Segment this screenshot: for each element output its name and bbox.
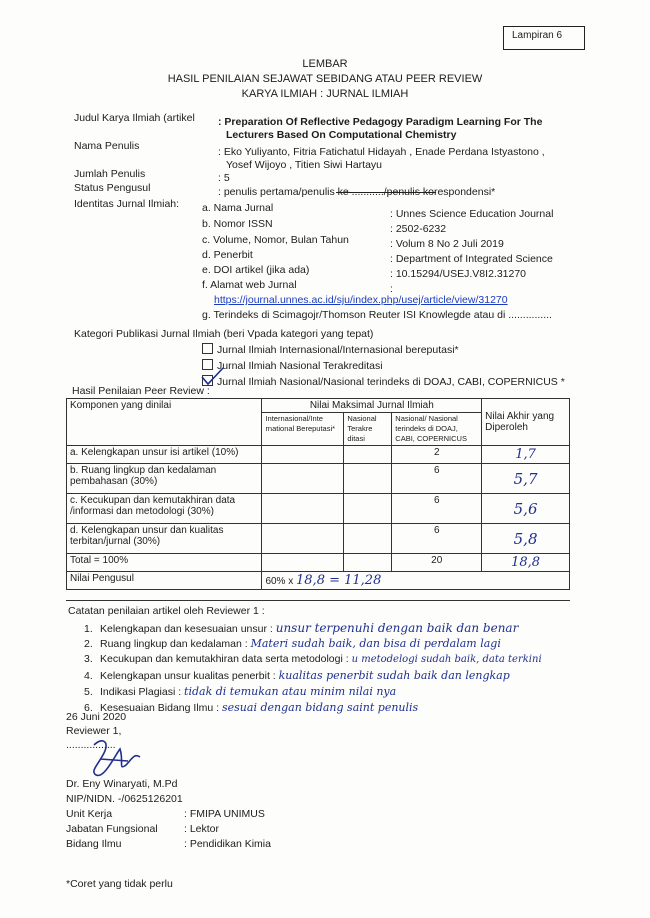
jurnal-item-label-d: d. Penerbit bbox=[202, 249, 253, 261]
kategori-option-1[interactable]: Jurnal Ilmiah Internasional/Internasional bereputasi* bbox=[202, 343, 459, 356]
identitas-label: Identitas Jurnal Ilmiah: bbox=[74, 198, 180, 210]
header-komponen: Komponen yang dinilai bbox=[67, 399, 262, 446]
penulis-value-1: : Eko Yuliyanto, Fitria Fatichatul Hidayah , Enade Perdana Istyastono , bbox=[218, 146, 545, 158]
terindeks-line: g. Terindeks di Scimagojr/Thomson Reuter ISI Knowlegde atau di ............... bbox=[202, 309, 552, 321]
jabatan-value: : Lektor bbox=[184, 823, 220, 835]
subheader-terindeks: Nasional/ Nasional terindeks di DOAJ, CABI, COPERNICUS bbox=[392, 413, 482, 446]
jurnal-item-value-a: : Unnes Science Education Journal bbox=[390, 208, 554, 220]
jurnal-item-label-a: a. Nama Jurnal bbox=[202, 202, 274, 214]
table-row: a. Kelengkapan unsur isi artikel (10%) 2 1,7 bbox=[67, 446, 570, 464]
table-row: c. Kecukupan dan kemutakhiran data /informasi dan metodologi (30%) 6 5,6 bbox=[67, 494, 570, 524]
judul-value-2: Lecturers Based On Computational Chemistry bbox=[226, 129, 457, 141]
jurnal-item-value-c: : Volum 8 No 2 Juli 2019 bbox=[390, 238, 504, 250]
subheader-internasional: Internasional/Inte rnational Bereputasi* bbox=[262, 413, 344, 446]
lampiran-label: Lampiran 6 bbox=[512, 30, 563, 41]
penulis-label: Nama Penulis bbox=[74, 140, 140, 152]
catatan-item-4: 4. Kelengkapan unsur kualitas penerbit : kualitas penerbit sudah baik dan lengkap bbox=[84, 669, 510, 682]
catatan-item-1: 1. Kelengkapan dan kesesuaian unsur : unsur terpenuhi dengan baik dan benar bbox=[84, 621, 519, 635]
catatan-section bbox=[66, 600, 570, 713]
jabatan-label: Jabatan Fungsional bbox=[66, 823, 158, 835]
table-total-row: Total = 100% 20 18,8 bbox=[67, 554, 570, 572]
unit-label: Unit Kerja bbox=[66, 808, 113, 820]
kategori-title: Kategori Publikasi Jurnal Ilmiah (beri Vpada kategori yang tepat) bbox=[74, 328, 374, 340]
kategori-option-3[interactable]: Jurnal Ilmiah Nasional/Nasional terindeks di DOAJ, CABI, COPERNICUS * bbox=[202, 375, 565, 388]
catatan-title: Catatan penilaian artikel oleh Reviewer 1 : bbox=[68, 605, 265, 617]
lampiran-box bbox=[503, 26, 585, 50]
jurnal-item-value-f: : bbox=[390, 283, 393, 295]
table-pengusul-row: Nilai Pengusul 60% x 18,8 = 11,28 bbox=[67, 572, 570, 590]
unit-value: : FMIPA UNIMUS bbox=[184, 808, 265, 820]
jurnal-item-label-e: e. DOI artikel (jika ada) bbox=[202, 264, 310, 276]
jumlah-value: : 5 bbox=[218, 172, 230, 184]
reviewer-name: Dr. Eny Winaryati, M.Pd bbox=[66, 778, 178, 790]
status-label: Status Pengusul bbox=[74, 182, 151, 194]
sign-date: 26 Juni 2020 bbox=[66, 711, 127, 723]
jurnal-item-value-d: : Department of Integrated Science bbox=[390, 253, 553, 265]
checkbox-1[interactable] bbox=[202, 343, 213, 354]
catatan-item-2: 2. Ruang lingkup dan kedalaman : Materi sudah baik, dan bisa di perdalam lagi bbox=[84, 637, 501, 650]
doc-title-3: KARYA ILMIAH : JURNAL ILMIAH bbox=[241, 88, 409, 100]
jurnal-item-label-f: f. Alamat web Jurnal bbox=[202, 279, 297, 291]
status-value: : penulis pertama/penulis ke .........../penulis korespondensi* bbox=[218, 186, 496, 198]
header-nilai-maks: Nilai Maksimal Jurnal Ilmiah bbox=[262, 399, 482, 413]
jurnal-item-label-c: c. Volume, Nomor, Bulan Tahun bbox=[202, 234, 349, 246]
bidang-label: Bidang Ilmu bbox=[66, 838, 122, 850]
table-row: d. Kelengkapan unsur dan kualitas terbitan/jurnal (30%) 6 5,8 bbox=[67, 524, 570, 554]
bidang-value: : Pendidikan Kimia bbox=[184, 838, 271, 850]
jurnal-item-label-b: b. Nomor ISSN bbox=[202, 218, 273, 230]
subheader-terakreditasi: Nasional Terakre ditasi bbox=[344, 413, 392, 446]
catatan-item-3: 3. Kecukupan dan kemutakhiran data serta metodologi : u metodelogi sudah baik, data terkini bbox=[84, 653, 542, 665]
header-nilai-akhir: Nilai Akhir yang Diperoleh bbox=[482, 399, 570, 446]
journal-url-link[interactable]: https://journal.unnes.ac.id/sju/index.php/usej/article/view/31270 bbox=[214, 294, 508, 306]
catatan-item-6: 6. Kesesuaian Bidang Ilmu : sesuai dengan bidang saint penulis bbox=[84, 701, 419, 714]
jurnal-item-value-e: : 10.15294/USEJ.V8I2.31270 bbox=[390, 268, 527, 280]
jumlah-label: Jumlah Penulis bbox=[74, 168, 146, 180]
pengusul-handwritten: 18,8 = 11,28 bbox=[296, 573, 382, 588]
footnote: *Coret yang tidak perlu bbox=[66, 878, 173, 890]
kategori-option-2[interactable]: Jurnal Ilmiah Nasional Terakreditasi bbox=[202, 359, 383, 372]
reviewer-label: Reviewer 1, bbox=[66, 725, 122, 737]
judul-value-1: : Preparation Of Reflective Pedagogy Paradigm Learning For The bbox=[218, 116, 543, 128]
table-row: b. Ruang lingkup dan kedalaman pembahasan (30%) 6 5,7 bbox=[67, 464, 570, 494]
doc-title-1: LEMBAR bbox=[302, 58, 348, 70]
doc-title-2: HASIL PENILAIAN SEJAWAT SEBIDANG ATAU PEER REVIEW bbox=[167, 73, 483, 85]
catatan-item-5: 5. Indikasi Plagiasi : tidak di temukan atau minim nilai nya bbox=[84, 685, 397, 698]
strike-line bbox=[336, 192, 436, 193]
score-table bbox=[66, 398, 570, 590]
table-header-row bbox=[67, 399, 570, 413]
reviewer-nip: NIP/NIDN. -/0625126201 bbox=[66, 793, 183, 805]
jurnal-item-value-b: : 2502-6232 bbox=[390, 223, 447, 235]
judul-label: Judul Karya Ilmiah (artikel bbox=[74, 112, 195, 124]
hasil-title: Hasil Penilaian Peer Review : bbox=[72, 385, 210, 397]
penulis-value-2: Yosef Wijoyo , Titien Siwi Hartayu bbox=[226, 159, 383, 171]
sign-dots: ................. bbox=[66, 739, 116, 751]
